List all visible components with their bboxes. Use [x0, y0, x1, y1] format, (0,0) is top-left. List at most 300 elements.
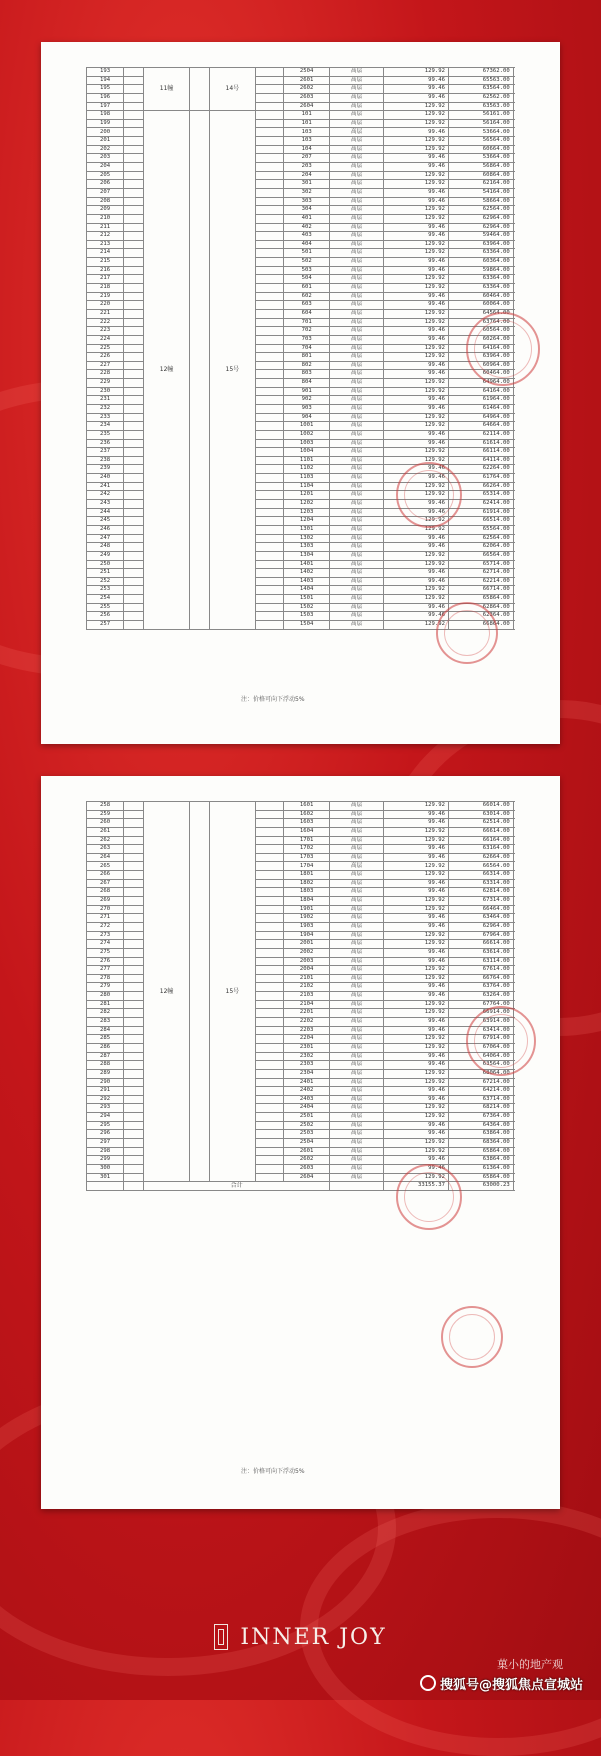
unit-price: 60464.00 [448, 370, 513, 379]
blank-cell [124, 922, 144, 931]
row-index: 211 [87, 223, 124, 232]
unit-number: 2104 [284, 1000, 330, 1009]
blank-cell [255, 197, 284, 206]
unit-area: 99.46 [384, 888, 449, 897]
unit-type: 高层 [329, 439, 383, 448]
unit-number: 404 [284, 240, 330, 249]
blank-cell [124, 897, 144, 906]
watermark [420, 1672, 583, 1694]
unit-area: 99.46 [384, 1156, 449, 1165]
row-index: 268 [87, 888, 124, 897]
row-index: 251 [87, 569, 124, 578]
unit-area: 129.92 [384, 1069, 449, 1078]
unit-area: 99.46 [384, 914, 449, 923]
unit-number: 1903 [284, 922, 330, 931]
blank-cell [124, 1043, 144, 1052]
unit-price: 63264.00 [448, 992, 513, 1001]
blank-cell [124, 836, 144, 845]
unit-price: 60064.00 [448, 301, 513, 310]
unit-price: 66714.00 [448, 586, 513, 595]
unit-area: 99.46 [384, 154, 449, 163]
unit-type: 高层 [329, 1138, 383, 1147]
logo-mark-icon [214, 1624, 228, 1650]
unit-area: 99.46 [384, 301, 449, 310]
blank-cell [124, 992, 144, 1001]
unit-price: 67364.00 [448, 1113, 513, 1122]
unit-number: 2003 [284, 957, 330, 966]
blank-cell [189, 111, 209, 629]
blank-cell [124, 500, 144, 509]
blank-cell [255, 413, 284, 422]
blank-cell [124, 1087, 144, 1096]
unit-price: 56564.00 [448, 137, 513, 146]
blank-cell [255, 827, 284, 836]
unit-number: 2502 [284, 1121, 330, 1130]
unit-price: 62864.00 [448, 603, 513, 612]
blank-cell [124, 853, 144, 862]
unit-number: 1302 [284, 534, 330, 543]
blank-cell [124, 543, 144, 552]
blank-cell [255, 387, 284, 396]
blank-cell [124, 517, 144, 526]
unit-area: 129.92 [384, 1104, 449, 1113]
unit-area: 99.46 [384, 810, 449, 819]
row-index: 216 [87, 266, 124, 275]
blank-cell [124, 888, 144, 897]
unit-price: 68064.00 [448, 1069, 513, 1078]
blank-cell [124, 551, 144, 560]
unit-type: 高层 [329, 1000, 383, 1009]
blank-cell [124, 879, 144, 888]
unit-number: 1904 [284, 931, 330, 940]
unit-type: 高层 [329, 974, 383, 983]
blank-cell [124, 318, 144, 327]
unit-type: 高层 [329, 111, 383, 120]
unit-area: 129.92 [384, 517, 449, 526]
unit-price: 63614.00 [448, 948, 513, 957]
unit-area: 129.92 [384, 560, 449, 569]
unit-type: 高层 [329, 327, 383, 336]
blank-cell [255, 1156, 284, 1165]
row-index: 278 [87, 974, 124, 983]
unit-area: 99.46 [384, 76, 449, 85]
row-index: 267 [87, 879, 124, 888]
blank-cell [255, 595, 284, 604]
unit-area: 99.46 [384, 396, 449, 405]
unit-type: 高层 [329, 500, 383, 509]
row-index: 298 [87, 1147, 124, 1156]
unit-area: 99.46 [384, 474, 449, 483]
unit-type: 高层 [329, 621, 383, 630]
unit-number: 203 [284, 163, 330, 172]
blank-cell [255, 111, 284, 120]
unit-number: 1403 [284, 577, 330, 586]
blank-cell [124, 845, 144, 854]
blank-cell [124, 914, 144, 923]
unit-area: 99.46 [384, 370, 449, 379]
unit-price: 63964.00 [448, 353, 513, 362]
blank-cell [124, 422, 144, 431]
unit-price: 62264.00 [448, 465, 513, 474]
blank-cell [124, 327, 144, 336]
blank-cell [124, 1156, 144, 1165]
unit-number: 1804 [284, 897, 330, 906]
blank-cell [124, 353, 144, 362]
blank-cell [255, 819, 284, 828]
unit-type: 高层 [329, 223, 383, 232]
unit-area: 129.92 [384, 897, 449, 906]
unit-price: 62964.00 [448, 214, 513, 223]
unit-area: 129.92 [384, 137, 449, 146]
unit-area: 99.46 [384, 197, 449, 206]
unit-type: 高层 [329, 957, 383, 966]
unit-type: 高层 [329, 1009, 383, 1018]
blank-cell [255, 551, 284, 560]
unit-number: 1602 [284, 810, 330, 819]
unit-number: 1702 [284, 845, 330, 854]
unit-price: 62664.00 [448, 853, 513, 862]
unit-area: 99.46 [384, 1095, 449, 1104]
table-row [87, 111, 514, 120]
unit-area: 129.92 [384, 966, 449, 975]
blank-cell [124, 931, 144, 940]
unit-price: 66114.00 [448, 448, 513, 457]
unit-area: 99.46 [384, 439, 449, 448]
unit-number: 2301 [284, 1043, 330, 1052]
unit-area: 129.92 [384, 387, 449, 396]
unit-type: 高层 [329, 491, 383, 500]
unit-type: 高层 [329, 456, 383, 465]
blank-cell [124, 508, 144, 517]
unit-area: 99.46 [384, 948, 449, 957]
blank-cell [255, 897, 284, 906]
unit-price: 66614.00 [448, 827, 513, 836]
unit-area: 129.92 [384, 379, 449, 388]
unit-type: 高层 [329, 163, 383, 172]
blank-cell [124, 1078, 144, 1087]
blank-cell [124, 85, 144, 94]
unit-area: 99.46 [384, 85, 449, 94]
unit-number: 2404 [284, 1104, 330, 1113]
row-index: 248 [87, 543, 124, 552]
unit-price: 64114.00 [448, 456, 513, 465]
unit-price: 62964.00 [448, 922, 513, 931]
blank-cell [255, 914, 284, 923]
blank-cell [124, 1164, 144, 1173]
unit-type: 高层 [329, 595, 383, 604]
unit-area: 129.92 [384, 1138, 449, 1147]
row-index: 214 [87, 249, 124, 258]
blank-cell [255, 128, 284, 137]
unit-number: 2002 [284, 948, 330, 957]
unit-price: 60864.00 [448, 171, 513, 180]
unit-area: 129.92 [384, 586, 449, 595]
row-index: 293 [87, 1104, 124, 1113]
row-index: 288 [87, 1061, 124, 1070]
row-index: 250 [87, 560, 124, 569]
row-index: 229 [87, 379, 124, 388]
unit-number: 1503 [284, 612, 330, 621]
unit-area: 129.92 [384, 111, 449, 120]
row-index: 231 [87, 396, 124, 405]
unit-area: 99.46 [384, 508, 449, 517]
unit-number: 1004 [284, 448, 330, 457]
unit-number: 901 [284, 387, 330, 396]
row-index: 243 [87, 500, 124, 509]
row-index: 200 [87, 128, 124, 137]
unit-type: 高层 [329, 370, 383, 379]
unit-price: 66914.00 [448, 1009, 513, 1018]
row-index: 208 [87, 197, 124, 206]
unit-price: 61614.00 [448, 439, 513, 448]
unit-type: 高层 [329, 266, 383, 275]
unit-number: 801 [284, 353, 330, 362]
blank-cell [255, 448, 284, 457]
unit-price: 59464.00 [448, 232, 513, 241]
unit-area: 99.46 [384, 223, 449, 232]
unit-number: 2501 [284, 1113, 330, 1122]
blank-cell [124, 1018, 144, 1027]
unit-price: 61464.00 [448, 404, 513, 413]
blank-cell [124, 482, 144, 491]
unit-type: 高层 [329, 171, 383, 180]
blank-cell [255, 465, 284, 474]
blank-cell [124, 1182, 144, 1191]
unit-type: 高层 [329, 569, 383, 578]
blank-cell [124, 621, 144, 630]
unit-number: 1303 [284, 543, 330, 552]
blank-cell [124, 119, 144, 128]
row-index: 260 [87, 819, 124, 828]
row-index: 221 [87, 309, 124, 318]
blank-cell [255, 327, 284, 336]
unit-number: 302 [284, 188, 330, 197]
unit-area: 99.46 [384, 163, 449, 172]
building-label: 15号 [210, 111, 256, 629]
blank-cell [255, 500, 284, 509]
unit-price: 64214.00 [448, 1087, 513, 1096]
unit-type: 高层 [329, 344, 383, 353]
unit-price: 60364.00 [448, 258, 513, 267]
unit-type: 高层 [329, 232, 383, 241]
unit-area: 129.92 [384, 353, 449, 362]
unit-price: 62164.00 [448, 180, 513, 189]
blank-cell [124, 361, 144, 370]
unit-area: 99.46 [384, 853, 449, 862]
blank-cell [255, 525, 284, 534]
unit-number: 1103 [284, 474, 330, 483]
unit-price: 65714.00 [448, 560, 513, 569]
unit-price: 53664.00 [448, 154, 513, 163]
total-unit-price: 63000.23 [448, 1182, 513, 1191]
unit-number: 2101 [284, 974, 330, 983]
unit-price: 60964.00 [448, 361, 513, 370]
blank-cell [124, 940, 144, 949]
blank-cell [255, 370, 284, 379]
unit-price: 56161.00 [448, 111, 513, 120]
row-index: 259 [87, 810, 124, 819]
blank-cell [255, 569, 284, 578]
blank-cell [255, 404, 284, 413]
blank-cell [255, 888, 284, 897]
unit-price: 67614.00 [448, 966, 513, 975]
unit-number: 602 [284, 292, 330, 301]
unit-area: 99.46 [384, 534, 449, 543]
blank-cell [255, 853, 284, 862]
unit-number: 1901 [284, 905, 330, 914]
unit-number: 902 [284, 396, 330, 405]
blank-cell [124, 439, 144, 448]
unit-number: 904 [284, 413, 330, 422]
unit-number: 601 [284, 284, 330, 293]
row-index: 263 [87, 845, 124, 854]
unit-price: 62414.00 [448, 500, 513, 509]
unit-price: 65563.00 [448, 76, 513, 85]
row-index: 242 [87, 491, 124, 500]
row-index: 282 [87, 1009, 124, 1018]
blank-cell [255, 491, 284, 500]
blank-cell [255, 1147, 284, 1156]
unit-area: 99.46 [384, 819, 449, 828]
unit-area: 99.46 [384, 361, 449, 370]
blank-cell [255, 534, 284, 543]
unit-area: 99.46 [384, 292, 449, 301]
row-index: 201 [87, 137, 124, 146]
unit-price: 66864.00 [448, 621, 513, 630]
unit-type: 高层 [329, 206, 383, 215]
unit-type: 高层 [329, 534, 383, 543]
unit-number: 1902 [284, 914, 330, 923]
blank-cell [124, 1173, 144, 1182]
unit-price: 66514.00 [448, 517, 513, 526]
unit-type: 高层 [329, 1052, 383, 1061]
row-index: 246 [87, 525, 124, 534]
blank-cell [255, 119, 284, 128]
blank-cell [124, 1035, 144, 1044]
blank-cell [124, 603, 144, 612]
unit-number: 604 [284, 309, 330, 318]
row-index: 234 [87, 422, 124, 431]
blank-cell [255, 905, 284, 914]
row-index: 209 [87, 206, 124, 215]
blank-cell [255, 137, 284, 146]
blank-cell [124, 111, 144, 120]
unit-type: 高层 [329, 551, 383, 560]
blank-cell [124, 180, 144, 189]
unit-area: 99.46 [384, 1018, 449, 1027]
blank-cell [255, 456, 284, 465]
building-label: 15号 [210, 802, 256, 1182]
unit-type: 高层 [329, 845, 383, 854]
blank-cell [124, 370, 144, 379]
unit-type: 高层 [329, 180, 383, 189]
blank-cell [255, 1000, 284, 1009]
price-note-2: 注：价格可向下浮动5% [241, 1466, 305, 1475]
unit-price: 62514.00 [448, 819, 513, 828]
unit-type: 高层 [329, 1035, 383, 1044]
unit-price: 63364.00 [448, 284, 513, 293]
unit-area: 99.46 [384, 879, 449, 888]
blank-cell [124, 1061, 144, 1070]
unit-type: 高层 [329, 992, 383, 1001]
blank-cell [124, 214, 144, 223]
blank-cell [124, 223, 144, 232]
unit-area: 99.46 [384, 266, 449, 275]
row-index: 199 [87, 119, 124, 128]
unit-type: 高层 [329, 922, 383, 931]
unit-number: 103 [284, 137, 330, 146]
unit-type: 高层 [329, 577, 383, 586]
blank-cell [255, 1026, 284, 1035]
row-index: 213 [87, 240, 124, 249]
blank-cell [124, 1138, 144, 1147]
unit-area: 99.46 [384, 128, 449, 137]
unit-price: 67064.00 [448, 1043, 513, 1052]
unit-area: 129.92 [384, 249, 449, 258]
blank-cell [255, 430, 284, 439]
blank-cell [255, 335, 284, 344]
unit-price: 63764.00 [448, 318, 513, 327]
unit-type: 高层 [329, 318, 383, 327]
unit-price: 63864.00 [448, 1156, 513, 1165]
unit-type: 高层 [329, 853, 383, 862]
unit-area: 99.46 [384, 404, 449, 413]
blank-cell [255, 1164, 284, 1173]
blank-cell [255, 1138, 284, 1147]
unit-number: 2503 [284, 1130, 330, 1139]
unit-area: 99.46 [384, 1026, 449, 1035]
blank-cell [124, 448, 144, 457]
unit-price: 60464.00 [448, 292, 513, 301]
blank-cell [255, 292, 284, 301]
unit-price: 63364.00 [448, 249, 513, 258]
blank-cell [124, 1069, 144, 1078]
unit-type: 高层 [329, 1043, 383, 1052]
unit-price: 65864.00 [448, 1173, 513, 1182]
blank-cell [255, 517, 284, 526]
row-index: 232 [87, 404, 124, 413]
blank-cell [255, 180, 284, 189]
row-index: 271 [87, 914, 124, 923]
unit-type: 高层 [329, 102, 383, 111]
unit-number: 2603 [284, 1164, 330, 1173]
unit-type: 高层 [329, 827, 383, 836]
unit-number: 503 [284, 266, 330, 275]
unit-area: 99.46 [384, 569, 449, 578]
unit-type: 高层 [329, 197, 383, 206]
row-index: 280 [87, 992, 124, 1001]
blank-cell [255, 992, 284, 1001]
blank-cell [255, 439, 284, 448]
unit-area: 129.92 [384, 1078, 449, 1087]
unit-type: 高层 [329, 1130, 383, 1139]
blank-cell [255, 1087, 284, 1096]
blank-cell [255, 284, 284, 293]
blank-cell [255, 1130, 284, 1139]
unit-area: 99.46 [384, 543, 449, 552]
blank-cell [124, 266, 144, 275]
unit-area: 129.92 [384, 1147, 449, 1156]
unit-type: 高层 [329, 93, 383, 102]
unit-number: 903 [284, 404, 330, 413]
row-index: 197 [87, 102, 124, 111]
row-index: 269 [87, 897, 124, 906]
unit-area: 129.92 [384, 802, 449, 811]
blank-cell [124, 387, 144, 396]
row-index: 256 [87, 612, 124, 621]
unit-number: 1104 [284, 482, 330, 491]
block-label: 12幢 [144, 111, 190, 629]
